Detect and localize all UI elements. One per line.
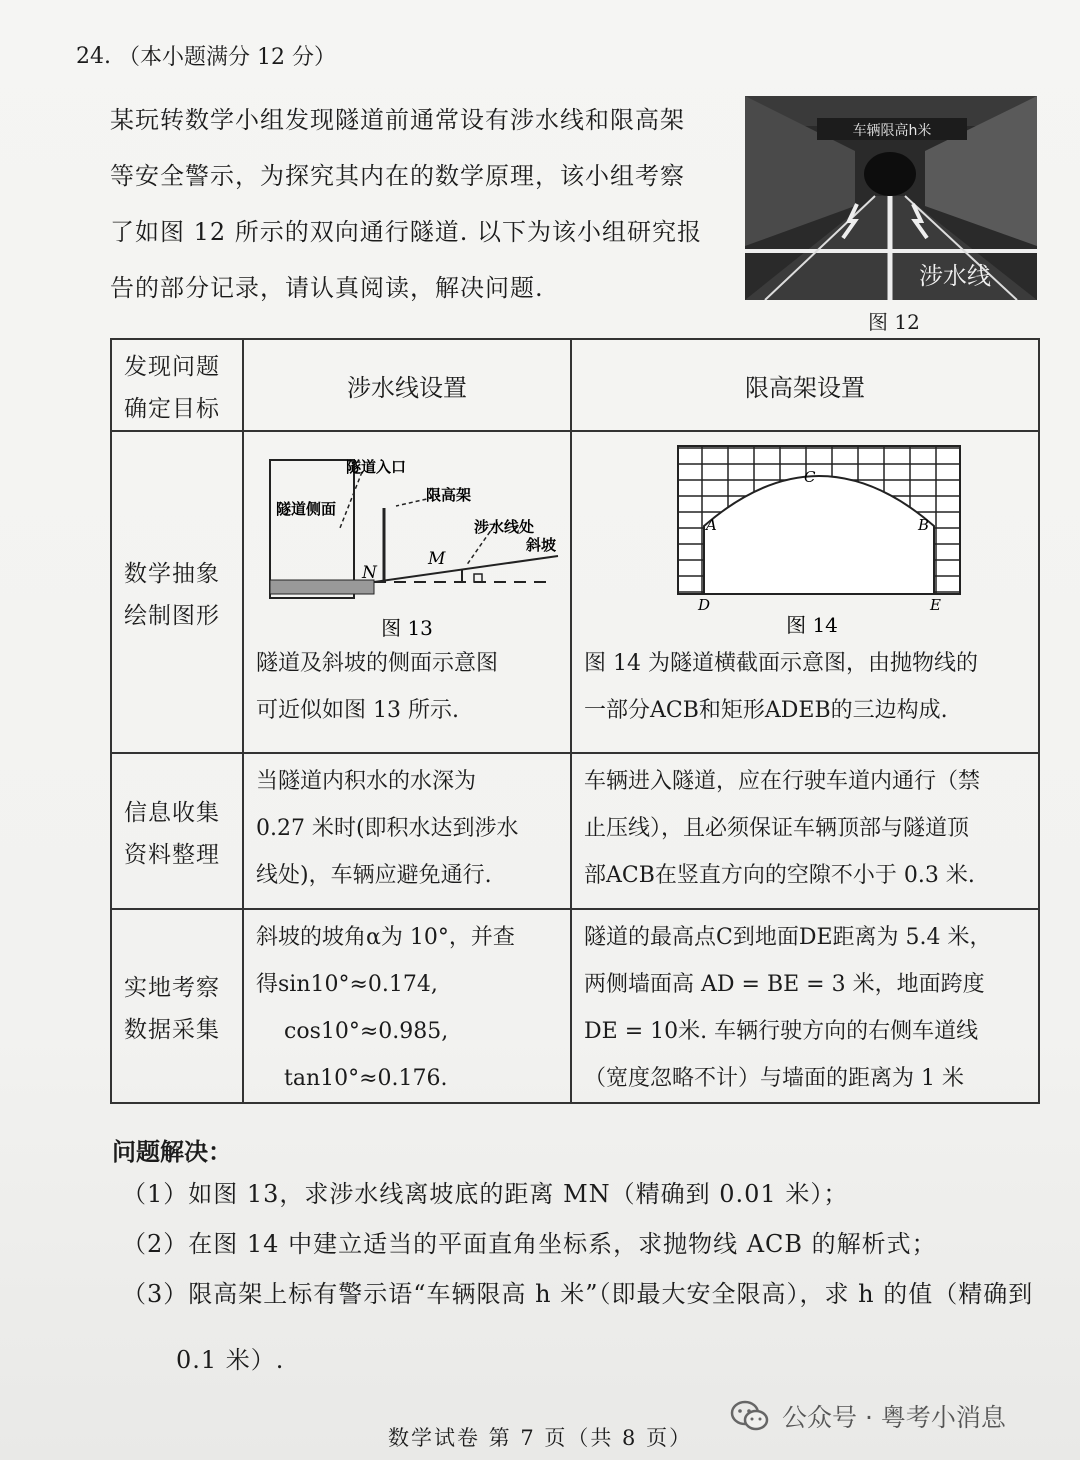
wading-label: 涉水线处 [474,518,535,536]
question-intro [110,92,720,316]
subquestion-3-continued: 0.1 米）. [176,1346,285,1374]
point-A-label: A [706,516,717,534]
question-number: 24. [76,44,111,69]
label-line: 信息收集 [124,800,220,826]
data-cell-tunnel [571,909,1039,1103]
rack-label: 限高架 [426,486,472,504]
figure-12-caption: 图 12 [868,310,920,334]
cell-line: 部ACB在竖直方向的空隙不小于 0.3 米. [584,863,975,888]
label-line: 资料整理 [124,842,220,868]
point-M-label: M [428,549,446,569]
info-cell-height [571,753,1039,909]
cell-line: （宽度忽略不计）与墙面的距离为 1 米 [584,1066,964,1091]
cell-line: 0.27 米时(即积水达到涉水 [256,816,519,841]
wall-label: 隧道侧面 [276,500,337,518]
cell-line: 当隧道内积水的水深为 [256,769,477,794]
cell-line: tan10°≈0.176. [284,1066,448,1091]
problem-title: 问题解决： [112,1138,232,1166]
intro-line: 等安全警示，为探究其内在的数学原理，该小组考察 [110,162,685,190]
photo-road-text: 涉水线 [919,262,991,290]
cell-line: 可近似如图 13 所示. [256,698,459,723]
point-E-label: E [930,596,941,614]
photo-sign-text: 车辆限高h米 [852,123,932,139]
intro-line: 了如图 12 所示的双向通行隧道. 以下为该小组研究报 [110,218,703,246]
column-header-height: 限高架设置 [571,339,1039,431]
figure-14-diagram [572,432,1038,638]
cell-line: cos10°≈0.985, [284,1019,449,1044]
point-D-label: D [698,596,711,614]
label-line: 数据采集 [124,1017,220,1043]
row-label [111,431,243,753]
point-N-label: N [362,563,377,583]
label-line: 发现问题 [124,354,220,380]
question-header: （本小题满分 12 分） [118,45,336,70]
cell-line: 两侧墙面高 AD = BE = 3 米，地面跨度 [584,972,985,997]
subquestion-2: （2）在图 14 中建立适当的平面直角坐标系，求抛物线 ACB 的解析式； [122,1230,937,1258]
slope-label: 斜坡 [526,536,557,554]
cell-line: 隧道的最高点C到地面DE距离为 5.4 米， [584,925,992,950]
cell-line: 图 14 为隧道横截面示意图，由抛物线的 [584,651,978,676]
cell-line: 隧道及斜坡的侧面示意图 [256,651,499,676]
label-line: 实地考察 [124,975,220,1001]
info-cell-wading [243,753,571,909]
cell-line: 止压线），且必须保证车辆顶部与隧道顶 [584,816,970,841]
figure-13-diagram [244,432,570,638]
cell-line: 斜坡的坡角α为 10°，并查 [256,925,515,950]
cell-line: 车辆进入隧道，应在行驶车道内通行（禁 [584,769,981,794]
cell-line: 一部分ACB和矩形ADEB的三边构成. [584,698,948,723]
figure-14-caption: 图 14 [786,613,838,637]
page-footer: 数学试卷 第 7 页（共 8 页） [388,1426,693,1450]
figure-13-cell [243,431,571,753]
cell-line: 得sin10°≈0.174, [256,972,438,997]
cell-line: DE = 10米. 车辆行驶方向的右侧车道线 [584,1019,979,1044]
data-cell-slope [243,909,571,1103]
wechat-icon [730,1399,770,1433]
entrance-label: 隧道入口 [346,458,407,476]
row-label [111,909,243,1103]
tunnel-photo [745,96,1037,300]
watermark [730,1398,1006,1434]
cell-line: 线处)，车辆应避免通行. [256,863,492,888]
point-B-label: B [918,516,930,534]
intro-line: 告的部分记录，请认真阅读，解决问题. [110,274,544,302]
point-C-label: C [804,468,816,486]
column-header-wading: 涉水线设置 [243,339,571,431]
report-table [110,338,1040,1104]
subquestion-1: （1）如图 13，求涉水线离坡底的距离 MN（精确到 0.01 米）； [122,1180,849,1208]
figure-14-cell [571,431,1039,753]
figure-13-caption: 图 13 [381,616,433,638]
subquestion-3: （3）限高架上标有警示语“车辆限高 h 米”（即最大安全限高），求 h 的值（精确到 [122,1280,1034,1308]
watermark-text: 公众号 · 粤考小消息 [782,1403,1006,1432]
row-label [111,753,243,909]
label-line: 确定目标 [124,396,220,422]
intro-line: 某玩转数学小组发现隧道前通常设有涉水线和限高架 [110,106,685,134]
row-label [111,339,243,431]
label-line: 绘制图形 [124,603,220,629]
label-line: 数学抽象 [124,561,220,587]
